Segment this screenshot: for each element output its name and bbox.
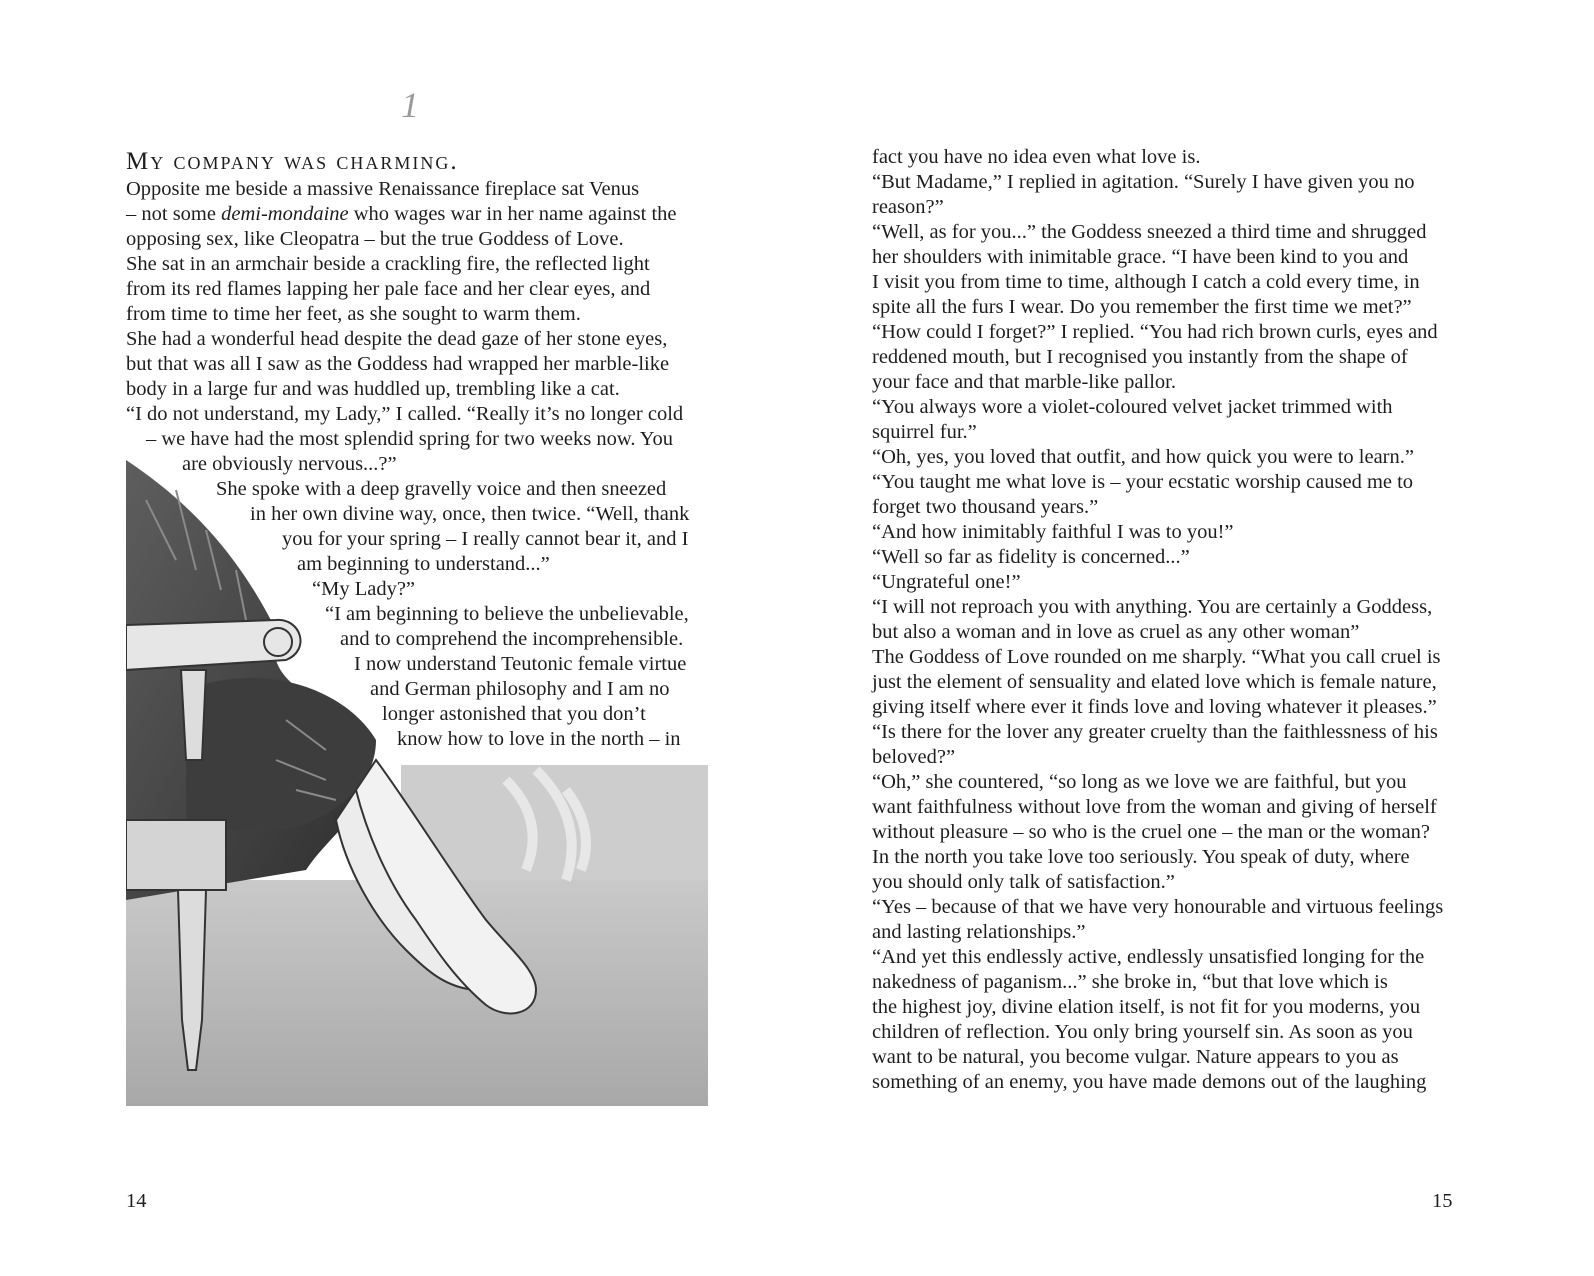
text-line: am beginning to understand...” [297, 553, 550, 575]
text-line: forget two thousand years.” [872, 496, 1099, 518]
text-line [126, 202, 677, 227]
chapter-number: 1 [401, 85, 419, 125]
text-line: know how to love in the north – in [397, 728, 681, 750]
text-segment: – not some [126, 203, 222, 225]
text-line: The Goddess of Love rounded on me sharply. “What you call cruel is [872, 646, 1441, 668]
text-line: In the north you take love too seriously. You speak of duty, where [872, 846, 1410, 868]
text-line: fact you have no idea even what love is. [872, 146, 1201, 168]
italic-term: demi-mondaine [221, 203, 349, 225]
text-line: “You always wore a violet-coloured velvet jacket trimmed with [872, 396, 1393, 418]
text-line: you for your spring – I really cannot bear it, and I [282, 528, 689, 550]
text-line: beloved?” [872, 746, 956, 768]
text-line: but also a woman and in love as cruel as any other woman” [872, 621, 1360, 643]
text-line: just the element of sensuality and elated love which is female nature, [872, 671, 1437, 693]
text-line: without pleasure – so who is the cruel one – the man or the woman? [872, 821, 1430, 843]
text-line: something of an enemy, you have made demons out of the laughing [872, 1071, 1427, 1093]
text-line: want faithfulness without love from the woman and giving of herself [872, 796, 1437, 818]
text-line: but that was all I saw as the Goddess had wrapped her marble-like [126, 353, 670, 375]
text-line: “I am beginning to believe the unbelievable, [325, 603, 689, 625]
page-number-left: 14 [126, 1190, 147, 1212]
text-line: her shoulders with inimitable grace. “I have been kind to you and [872, 246, 1409, 268]
text-line: your face and that marble-like pallor. [872, 371, 1176, 393]
text-line: the highest joy, divine elation itself, is not fit for you moderns, you [872, 996, 1421, 1018]
text-line: I now understand Teutonic female virtue [354, 653, 687, 675]
text-line: are obviously nervous...?” [182, 453, 397, 475]
text-line: “Is there for the lover any greater cruelty than the faithlessness of his [872, 721, 1438, 743]
chapter-heading: My company was charming. [126, 148, 459, 175]
text-line: reason?” [872, 196, 944, 218]
text-line: “Ungrateful one!” [872, 571, 1021, 593]
text-line: “How could I forget?” I replied. “You had rich brown curls, eyes and [872, 321, 1438, 343]
text-line: She had a wonderful head despite the dead gaze of her stone eyes, [126, 328, 668, 350]
text-line: want to be natural, you become vulgar. Nature appears to you as [872, 1046, 1399, 1068]
text-line: squirrel fur.” [872, 421, 977, 443]
text-segment: who wages war in her name against the [348, 203, 677, 225]
text-line: – we have had the most splendid spring for two weeks now. You [146, 428, 674, 450]
text-line: you should only talk of satisfaction.” [872, 871, 1175, 893]
text-line: “Well so far as fidelity is concerned...” [872, 546, 1190, 568]
text-line: and to comprehend the incomprehensible. [340, 628, 684, 650]
text-line: children of reflection. You only bring yourself sin. As soon as you [872, 1021, 1413, 1043]
text-line: “And yet this endlessly active, endlessly unsatisfied longing for the [872, 946, 1425, 968]
text-line: “Oh, yes, you loved that outfit, and how quick you were to learn.” [872, 446, 1414, 468]
text-line: from its red flames lapping her pale face and her clear eyes, and [126, 278, 651, 300]
page-number-right: 15 [1432, 1190, 1453, 1212]
text-line: longer astonished that you don’t [382, 703, 646, 725]
text-line: reddened mouth, but I recognised you instantly from the shape of [872, 346, 1408, 368]
text-line: “But Madame,” I replied in agitation. “Surely I have given you no [872, 171, 1415, 193]
text-line: nakedness of paganism...” she broke in, “but that love which is [872, 971, 1388, 993]
text-line: “And how inimitably faithful I was to you!” [872, 521, 1234, 543]
text-line: “I do not understand, my Lady,” I called. “Really it’s no longer cold [126, 403, 684, 425]
text-line: body in a large fur and was huddled up, trembling like a cat. [126, 378, 620, 400]
text-line: and lasting relationships.” [872, 921, 1086, 943]
text-line: She sat in an armchair beside a crackling fire, the reflected light [126, 253, 650, 275]
text-line: giving itself where ever it finds love and loving whatever it pleases.” [872, 696, 1437, 718]
text-line: “My Lady?” [312, 578, 416, 600]
text-line: “Well, as for you...” the Goddess sneezed a third time and shrugged [872, 221, 1427, 243]
text-line: spite all the furs I wear. Do you remember the first time we met?” [872, 296, 1412, 318]
text-line: She spoke with a deep gravelly voice and then sneezed [216, 478, 667, 500]
text-line: and German philosophy and I am no [370, 678, 670, 700]
text-line: “You taught me what love is – your ecstatic worship caused me to [872, 471, 1414, 493]
text-line: I visit you from time to time, although I catch a cold every time, in [872, 271, 1420, 293]
text-line: opposing sex, like Cleopatra – but the true Goddess of Love. [126, 228, 624, 250]
text-line: “Yes – because of that we have very honourable and virtuous feelings [872, 896, 1444, 918]
text-line: “I will not reproach you with anything. You are certainly a Goddess, [872, 596, 1433, 618]
text-line: in her own divine way, once, then twice. “Well, thank [250, 503, 690, 525]
text-line: from time to time her feet, as she sought to warm them. [126, 303, 581, 325]
text-line: Opposite me beside a massive Renaissance fireplace sat Venus [126, 178, 640, 200]
text-line: “Oh,” she countered, “so long as we love we are faithful, but you [872, 771, 1407, 793]
